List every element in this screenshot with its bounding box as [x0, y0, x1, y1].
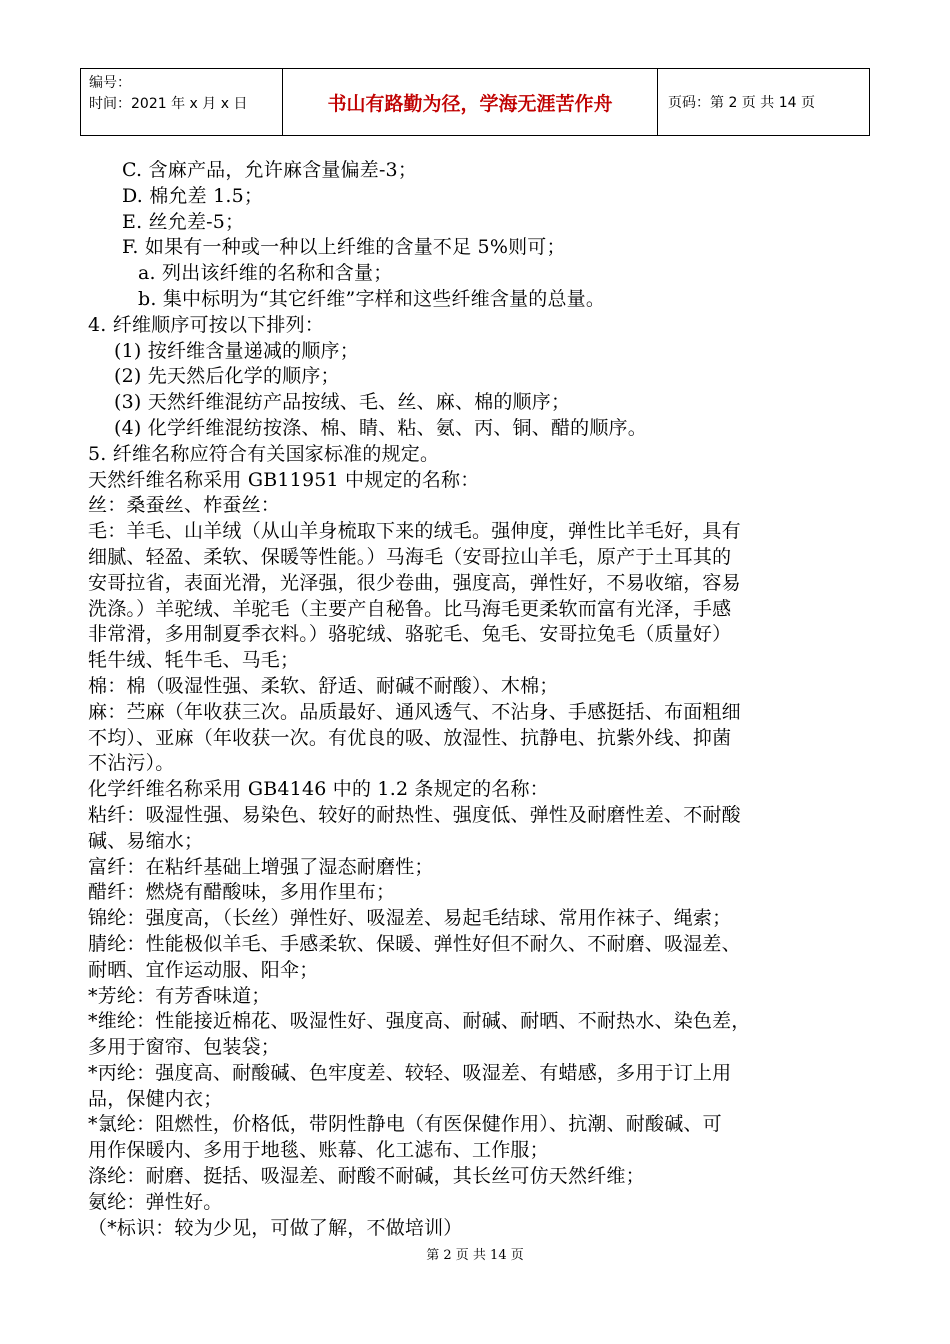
text-line: 多用于窗帘、包装袋；: [88, 1036, 281, 1059]
text-line: C. 含麻产品，允许麻含量偏差-3；: [122, 159, 418, 181]
text-line: 醋纤：燃烧有醋酸味，多用作里布；: [88, 881, 396, 904]
text-line: b. 集中标明为“其它纤维”字样和这些纤维含量的总量。: [138, 287, 606, 310]
text-line: 锦纶：强度高，（长丝）弹性好、吸湿差、易起毛结球、常用作袜子、绳索；: [88, 907, 732, 930]
document-number-label: 编号：: [89, 75, 131, 91]
text-line: 耐晒、宜作运动服、阳伞；: [88, 958, 319, 981]
header-motto: 书山有路勤为径，学海无涯苦作舟: [283, 69, 658, 135]
text-line: (2) 先天然后化学的顺序；: [114, 365, 340, 388]
text-line: *维纶：性能接近棉花、吸湿性好、强度高、耐碱、耐晒、不耐热水、染色差，: [88, 1010, 751, 1033]
text-line: 棉：棉（吸湿性强、柔软、舒适、耐碱不耐酸）、木棉；: [88, 674, 559, 697]
text-line: E. 丝允差-5；: [122, 210, 245, 233]
page-header: [80, 68, 870, 136]
text-line: *丙纶：强度高、耐酸碱、色牢度差、较轻、吸湿差、有蜡感，多用于订上用: [88, 1061, 732, 1084]
text-line: 腈纶：性能极似羊毛、手感柔软、保暖、弹性好但不耐久、不耐磨、吸湿差、: [88, 932, 741, 955]
text-line: (1) 按纤维含量递减的顺序；: [114, 339, 359, 362]
text-line: 用作保暖内、多用于地毯、账幕、化工滤布、工作服；: [88, 1139, 549, 1162]
header-meta: [81, 69, 283, 135]
text-line: D. 棉允差 1.5；: [122, 184, 264, 207]
text-line: （*标识：较为少见，可做了解，不做培训）: [88, 1216, 463, 1239]
document-time-label: 时间：2021 年 x 月 x 日: [89, 96, 248, 112]
text-line: (4) 化学纤维混纺按涤、棉、睛、粘、氨、丙、铜、醋的顺序。: [114, 416, 647, 439]
text-line: 5. 纤维名称应符合有关国家标准的规定。: [88, 442, 440, 465]
text-line: 涤纶：耐磨、挺括、吸湿差、耐酸不耐碱，其长丝可仿天然纤维；: [88, 1165, 645, 1188]
text-line: 天然纤维名称采用 GB11951 中规定的名称：: [88, 468, 480, 491]
text-line: F. 如果有一种或一种以上纤维的含量不足 5%则可；: [122, 236, 566, 259]
text-line: 毛：羊毛、山羊绒（从山羊身梳取下来的绒毛。强伸度，弹性比羊毛好，具有: [88, 520, 741, 543]
text-line: a. 列出该纤维的名称和含量；: [138, 262, 393, 285]
text-line: *芳纶：有芳香味道；: [88, 984, 271, 1007]
text-line: (3) 天然纤维混纺产品按绒、毛、丝、麻、棉的顺序；: [114, 391, 571, 414]
text-line: 富纤：在粘纤基础上增强了湿态耐磨性；: [88, 855, 434, 878]
document-body: [88, 158, 870, 1241]
text-line: 化学纤维名称采用 GB4146 中的 1.2 条规定的名称：: [88, 778, 549, 801]
text-line: *氯纶：阻燃性，价格低，带阴性静电（有医保健作用）、抗潮、耐酸碱、可: [88, 1113, 722, 1136]
text-line: 安哥拉省，表面光滑，光泽强，很少卷曲，强度高，弹性好，不易收缩，容易: [88, 571, 741, 594]
text-line: 洗涤。）羊驼绒、羊驼毛（主要产自秘鲁。比马海毛更柔软而富有光泽，手感: [88, 597, 732, 620]
text-line: 碱、易缩水；: [88, 829, 204, 852]
text-line: 氨纶：弹性好。: [88, 1190, 223, 1213]
page-footer: 第 2 页 共 14 页: [426, 1248, 524, 1263]
text-line: 细腻、轻盈、柔软、保暖等性能。）马海毛（安哥拉山羊毛，原产于土耳其的: [88, 545, 732, 568]
header-page-info: 页码：第 2 页 共 14 页: [668, 95, 815, 111]
text-line: 粘纤：吸湿性强、易染色、较好的耐热性、强度低、弹性及耐磨性差、不耐酸: [88, 803, 741, 826]
text-line: 4. 纤维顺序可按以下排列：: [88, 313, 324, 336]
text-line: 非常滑，多用制夏季衣料。）骆驼绒、骆驼毛、兔毛、安哥拉兔毛（质量好）: [88, 623, 732, 646]
text-line: 丝：桑蚕丝、柞蚕丝：: [88, 494, 281, 517]
text-line: 不沾污）。: [88, 752, 175, 775]
text-line: 麻：苎麻（年收获三次。品质最好、通风透气、不沾身、手感挺括、布面粗细: [88, 700, 741, 723]
text-line: 牦牛绒、牦牛毛、马毛；: [88, 649, 300, 672]
text-line: 不均）、亚麻（年收获一次。有优良的吸、放湿性、抗静电、抗紫外线、抑菌: [88, 726, 732, 749]
text-line: 品，保健内衣；: [88, 1087, 223, 1110]
